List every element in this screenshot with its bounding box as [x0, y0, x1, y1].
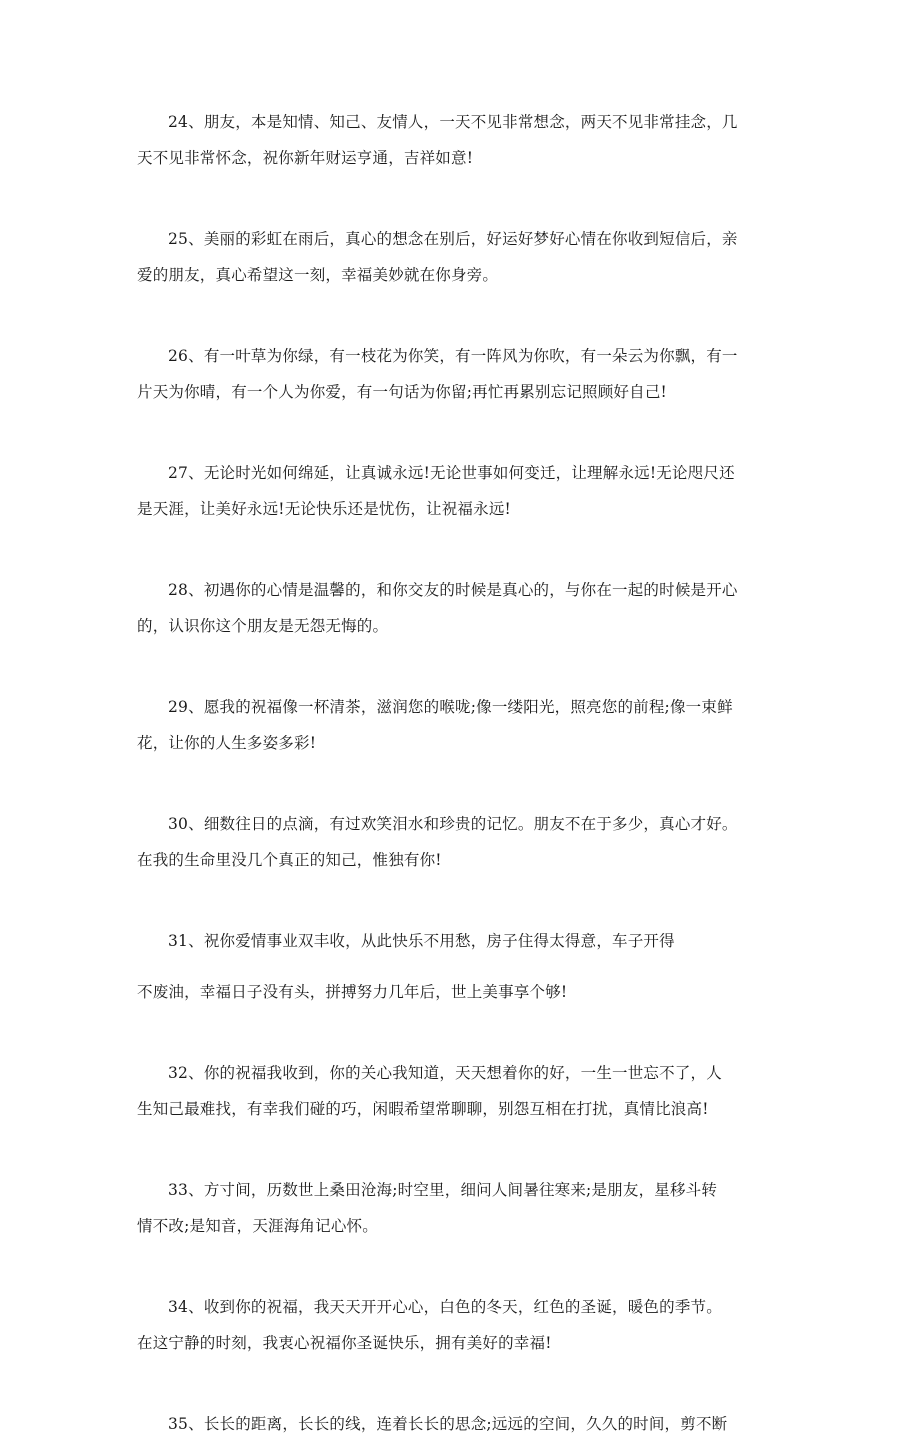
paragraph-line: 生知己最难找，有幸我们碰的巧，闲暇希望常聊聊，别怨互相在打扰，真情比浪高!	[137, 1100, 709, 1118]
paragraph-32	[137, 1055, 785, 1127]
paragraph-line: 天不见非常怀念，祝你新年财运亨通，吉祥如意!	[137, 149, 474, 167]
paragraph-line: 25、美丽的彩虹在雨后，真心的想念在别后，好运好梦好心情在你收到短信后，亲	[168, 230, 738, 248]
paragraph-24	[137, 104, 785, 176]
paragraph-34	[137, 1289, 785, 1361]
paragraph-line: 是天涯，让美好永远!无论快乐还是忧伤，让祝福永远!	[137, 500, 511, 518]
paragraph-25	[137, 221, 785, 293]
paragraph-line: 35、长长的距离，长长的线，连着长长的思念;远远的空间，久久的时间，剪不断	[168, 1415, 728, 1433]
paragraph-line: 在这宁静的时刻，我衷心祝福你圣诞快乐，拥有美好的幸福!	[137, 1334, 552, 1352]
paragraph-line: 28、初遇你的心情是温馨的，和你交友的时候是真心的，与你在一起的时候是开心	[168, 581, 738, 599]
paragraph-31	[137, 923, 785, 1010]
paragraph-line: 27、无论时光如何绵延，让真诚永远!无论世事如何变迁，让理解永远!无论咫尺还	[168, 464, 735, 482]
paragraph-35	[137, 1406, 785, 1442]
paragraph-line: 的，认识你这个朋友是无怨无悔的。	[137, 617, 389, 635]
paragraph-line: 不废油，幸福日子没有头，拼搏努力几年后，世上美事享个够!	[137, 983, 568, 1001]
paragraph-line: 33、方寸间，历数世上桑田沧海;时空里，细问人间暑往寒来;是朋友，星移斗转	[168, 1181, 718, 1199]
document-body	[137, 104, 785, 1442]
paragraph-line: 32、你的祝福我收到，你的关心我知道，天天想着你的好，一生一世忘不了，人	[168, 1064, 722, 1082]
paragraph-26	[137, 338, 785, 410]
paragraph-28	[137, 572, 785, 644]
paragraph-line: 片天为你晴，有一个人为你爱，有一句话为你留;再忙再累别忘记照顾好自己!	[137, 383, 667, 401]
paragraph-27	[137, 455, 785, 527]
paragraph-line: 在我的生命里没几个真正的知己，惟独有你!	[137, 851, 442, 869]
paragraph-30	[137, 806, 785, 878]
paragraph-line: 26、有一叶草为你绿，有一枝花为你笑，有一阵风为你吹，有一朵云为你飘，有一	[168, 347, 738, 365]
paragraph-line: 爱的朋友，真心希望这一刻，幸福美妙就在你身旁。	[137, 266, 499, 284]
paragraph-line: 34、收到你的祝福，我天天开开心心，白色的冬天，红色的圣诞，暖色的季节。	[168, 1298, 722, 1316]
paragraph-29	[137, 689, 785, 761]
paragraph-line: 29、愿我的祝福像一杯清茶，滋润您的喉咙;像一缕阳光，照亮您的前程;像一束鲜	[168, 698, 733, 716]
paragraph-line: 30、细数往日的点滴，有过欢笑泪水和珍贵的记忆。朋友不在于多少，真心才好。	[168, 815, 738, 833]
paragraph-line: 花，让你的人生多姿多彩!	[137, 734, 317, 752]
paragraph-line: 31、祝你爱情事业双丰收，从此快乐不用愁，房子住得太得意，车子开得	[168, 932, 675, 950]
paragraph-33	[137, 1172, 785, 1244]
paragraph-line: 24、朋友，本是知情、知己、友情人，一天不见非常想念，两天不见非常挂念，几	[168, 113, 738, 131]
paragraph-line: 情不改;是知音，天涯海角记心怀。	[137, 1217, 378, 1235]
